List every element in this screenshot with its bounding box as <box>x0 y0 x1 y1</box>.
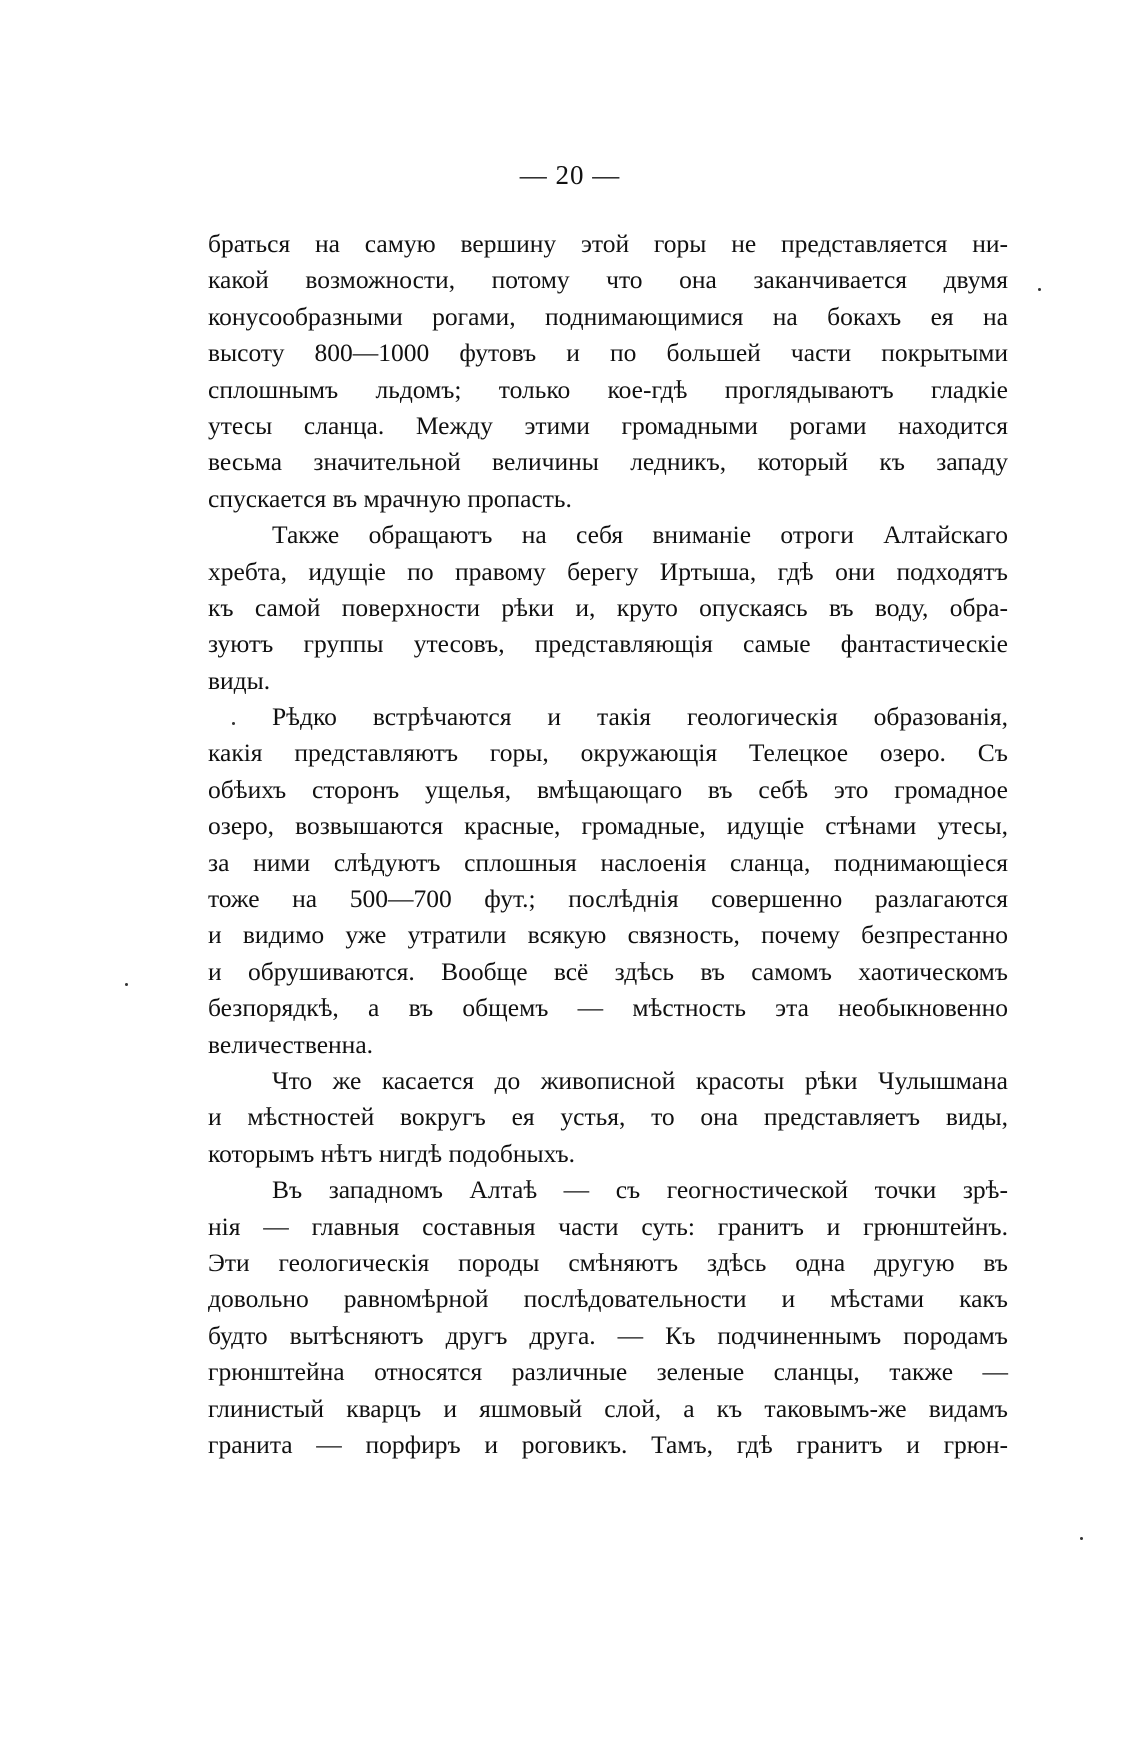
text-line: высоту 800—1000 футовъ и по большей части покрытыми <box>208 338 1008 368</box>
text-line: безпорядкѣ, а въ общемъ — мѣстность эта необыкновенно <box>208 993 1008 1023</box>
text-line: утесы сланца. Между этими громадными рогами находится <box>208 410 1008 440</box>
scan-speck <box>125 983 128 986</box>
scan-speck <box>1080 1537 1083 1540</box>
text-line: Эти геологическія породы смѣняютъ здѣсь одна другую въ <box>208 1247 1008 1277</box>
text-line: и мѣстностей вокругъ ея устья, то она представляетъ виды, <box>208 1102 1008 1132</box>
paragraph <box>208 1063 1008 1172</box>
scan-speck <box>1038 288 1041 291</box>
scan-speck <box>232 722 235 725</box>
text-line: грюнштейна относятся различные зеленые сланцы, также — <box>208 1357 1008 1387</box>
paragraph <box>208 699 1008 1063</box>
text-line: какія представляютъ горы, окружающія Телецкое озеро. Съ <box>208 738 1008 768</box>
page-number: — 20 — <box>519 160 621 190</box>
paragraph <box>208 226 1008 517</box>
text-line: спускается въ мрачную пропасть. <box>208 483 572 513</box>
paragraph <box>208 1172 1008 1463</box>
text-line: обѣихъ сторонъ ущелья, вмѣщающаго въ себѣ это громадное <box>208 774 1008 804</box>
text-line: виды. <box>208 665 271 695</box>
text-line: нія — главныя составныя части суть: гранитъ и грюнштейнъ. <box>208 1211 1008 1241</box>
text-line: тоже на 500—700 фут.; послѣднія совершенно разлагаются <box>208 884 1008 914</box>
text-line: озеро, возвышаются красные, громадные, идущіе стѣнами утесы, <box>208 811 1008 841</box>
text-line: Что же касается до живописной красоты рѣки Чулышмана <box>272 1065 1008 1095</box>
body-text <box>208 226 1008 1463</box>
text-line: гранита — порфиръ и роговикъ. Тамъ, гдѣ гранитъ и грюн- <box>208 1429 1008 1459</box>
text-line: Также обращаютъ на себя вниманіе отроги Алтайскаго <box>272 520 1008 550</box>
text-line: довольно равномѣрной послѣдовательности и мѣстами какъ <box>208 1284 1008 1314</box>
text-line: къ самой поверхности рѣки и, круто опускаясь въ воду, обра- <box>208 592 1008 622</box>
text-line: хребта, идущіе по правому берегу Иртыша, гдѣ они подходятъ <box>208 556 1008 586</box>
text-line: глинистый кварцъ и яшмовый слой, а къ таковымъ-же видамъ <box>208 1393 1008 1423</box>
paragraph <box>208 517 1008 699</box>
text-line: какой возможности, потому что она заканчивается двумя <box>208 265 1008 295</box>
text-line: которымъ нѣтъ нигдѣ подобныхъ. <box>208 1138 575 1168</box>
text-line: и обрушиваются. Вообще всё здѣсь въ самомъ хаотическомъ <box>208 956 1008 986</box>
text-line: Рѣдко встрѣчаются и такія геологическія образованія, <box>272 702 1008 732</box>
text-line: зуютъ группы утесовъ, представляющія самые фантастическіе <box>208 629 1008 659</box>
text-line: конусообразными рогами, поднимающимися на бокахъ ея на <box>208 301 1008 331</box>
text-line: будто вытѣсняютъ другъ друга. — Къ подчиненнымъ породамъ <box>208 1320 1008 1350</box>
text-line: сплошнымъ льдомъ; только кое-гдѣ проглядываютъ гладкіе <box>208 374 1008 404</box>
text-line: весьма значительной величины ледникъ, который къ западу <box>208 447 1008 477</box>
text-line: Въ западномъ Алтаѣ — съ геогностической точки зрѣ- <box>272 1175 1008 1205</box>
text-line: величественна. <box>208 1029 374 1059</box>
text-line: и видимо уже утратили всякую связность, почему безпрестанно <box>208 920 1008 950</box>
text-line: браться на самую вершину этой горы не представляется ни- <box>208 229 1008 258</box>
text-line: за ними слѣдуютъ сплошныя наслоенія сланца, поднимающіеся <box>208 847 1008 877</box>
